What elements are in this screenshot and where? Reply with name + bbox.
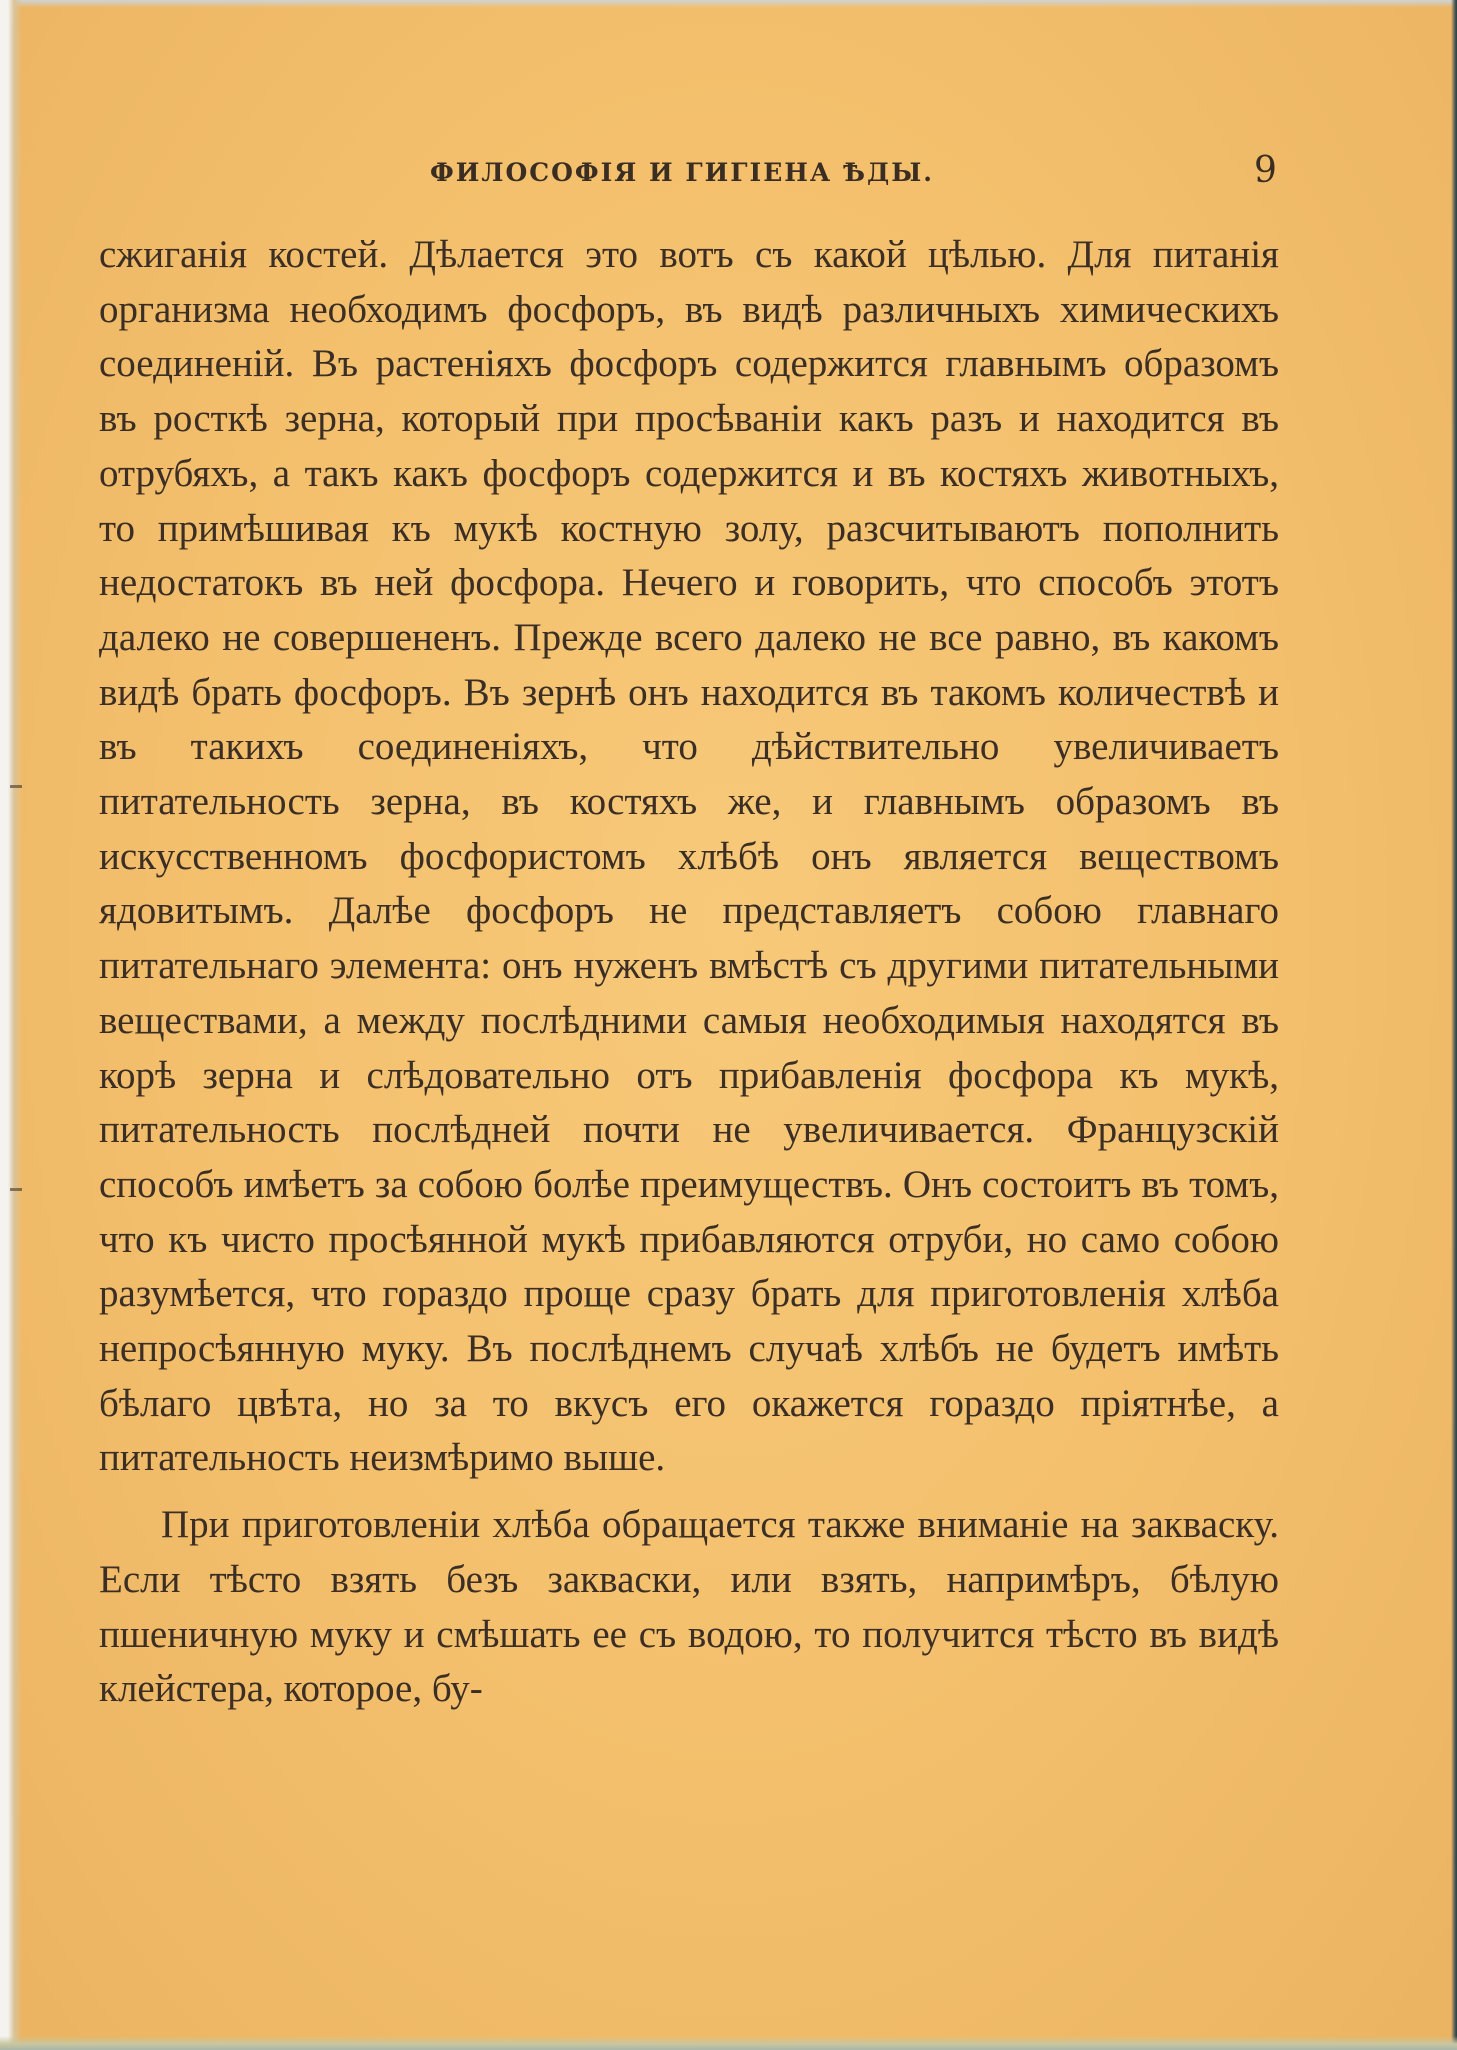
scan-edge-bottom <box>0 2036 1457 2050</box>
body-text <box>99 228 1279 1717</box>
scan-edge-right <box>1451 0 1457 2050</box>
margin-mark <box>10 1188 22 1191</box>
page-number: 9 <box>1254 150 1277 191</box>
margin-mark <box>10 785 22 788</box>
scan-edge-top <box>0 0 1457 8</box>
paragraph: сжиганія костей. Дѣлается это вотъ съ какой цѣлью. Для питанія организма необходимъ фосфоръ, въ видѣ различныхъ химическихъ соединеній. Въ растеніяхъ фосфоръ содержится главнымъ образомъ въ росткѣ зерна, который при просѣваніи какъ разъ и находится въ отрубяхъ, а такъ какъ фосфоръ содержится и въ костяхъ животныхъ, то примѣшивая къ мукѣ костную золу, разсчитываютъ пополнить недостатокъ въ ней фосфора. Нечего и говорить, что способъ этотъ далеко не совершененъ. Прежде всего далеко не все равно, въ какомъ видѣ брать фосфоръ. Въ зернѣ онъ находится въ такомъ количествѣ и въ такихъ соединеніяхъ, что дѣйствительно увеличиваетъ питательность зерна, въ костяхъ же, и главнымъ образомъ въ искусственномъ фосфористомъ хлѣбѣ онъ является веществомъ ядовитымъ. Далѣе фосфоръ не представляетъ собою главнаго питательнаго элемента: онъ нуженъ вмѣстѣ съ другими питательными веществами, а между послѣдними самыя необходимыя находятся въ корѣ зерна и слѣдовательно отъ прибавленія фосфора къ мукѣ, питательность послѣдней почти не увеличивается. Французскій способъ имѣетъ за собою болѣе преимуществъ. Онъ состоитъ въ томъ, что къ чисто просѣянной мукѣ прибавляются отруби, но само собою разумѣется, что гораздо проще сразу брать для приготовленія хлѣба непросѣянную муку. Въ послѣднемъ случаѣ хлѣбъ не будетъ имѣть бѣлаго цвѣта, но за то вкусъ его окажется гораздо пріятнѣе, а питательность неизмѣримо выше. <box>99 233 1279 1480</box>
paragraph: При приготовленіи хлѣба обращается также вниманіе на закваску. Если тѣсто взять безъ закваски, или взять, напримѣръ, бѣлую пшеничную муку и смѣшать ее съ водою, то получится тѣсто въ видѣ клейстера, которое, бу- <box>99 1503 1279 1711</box>
scan-edge-left <box>0 0 22 2050</box>
running-head <box>0 150 1457 200</box>
running-title: ФИЛОСОФІЯ И ГИГІЕНА ѢДЫ. <box>430 158 934 187</box>
